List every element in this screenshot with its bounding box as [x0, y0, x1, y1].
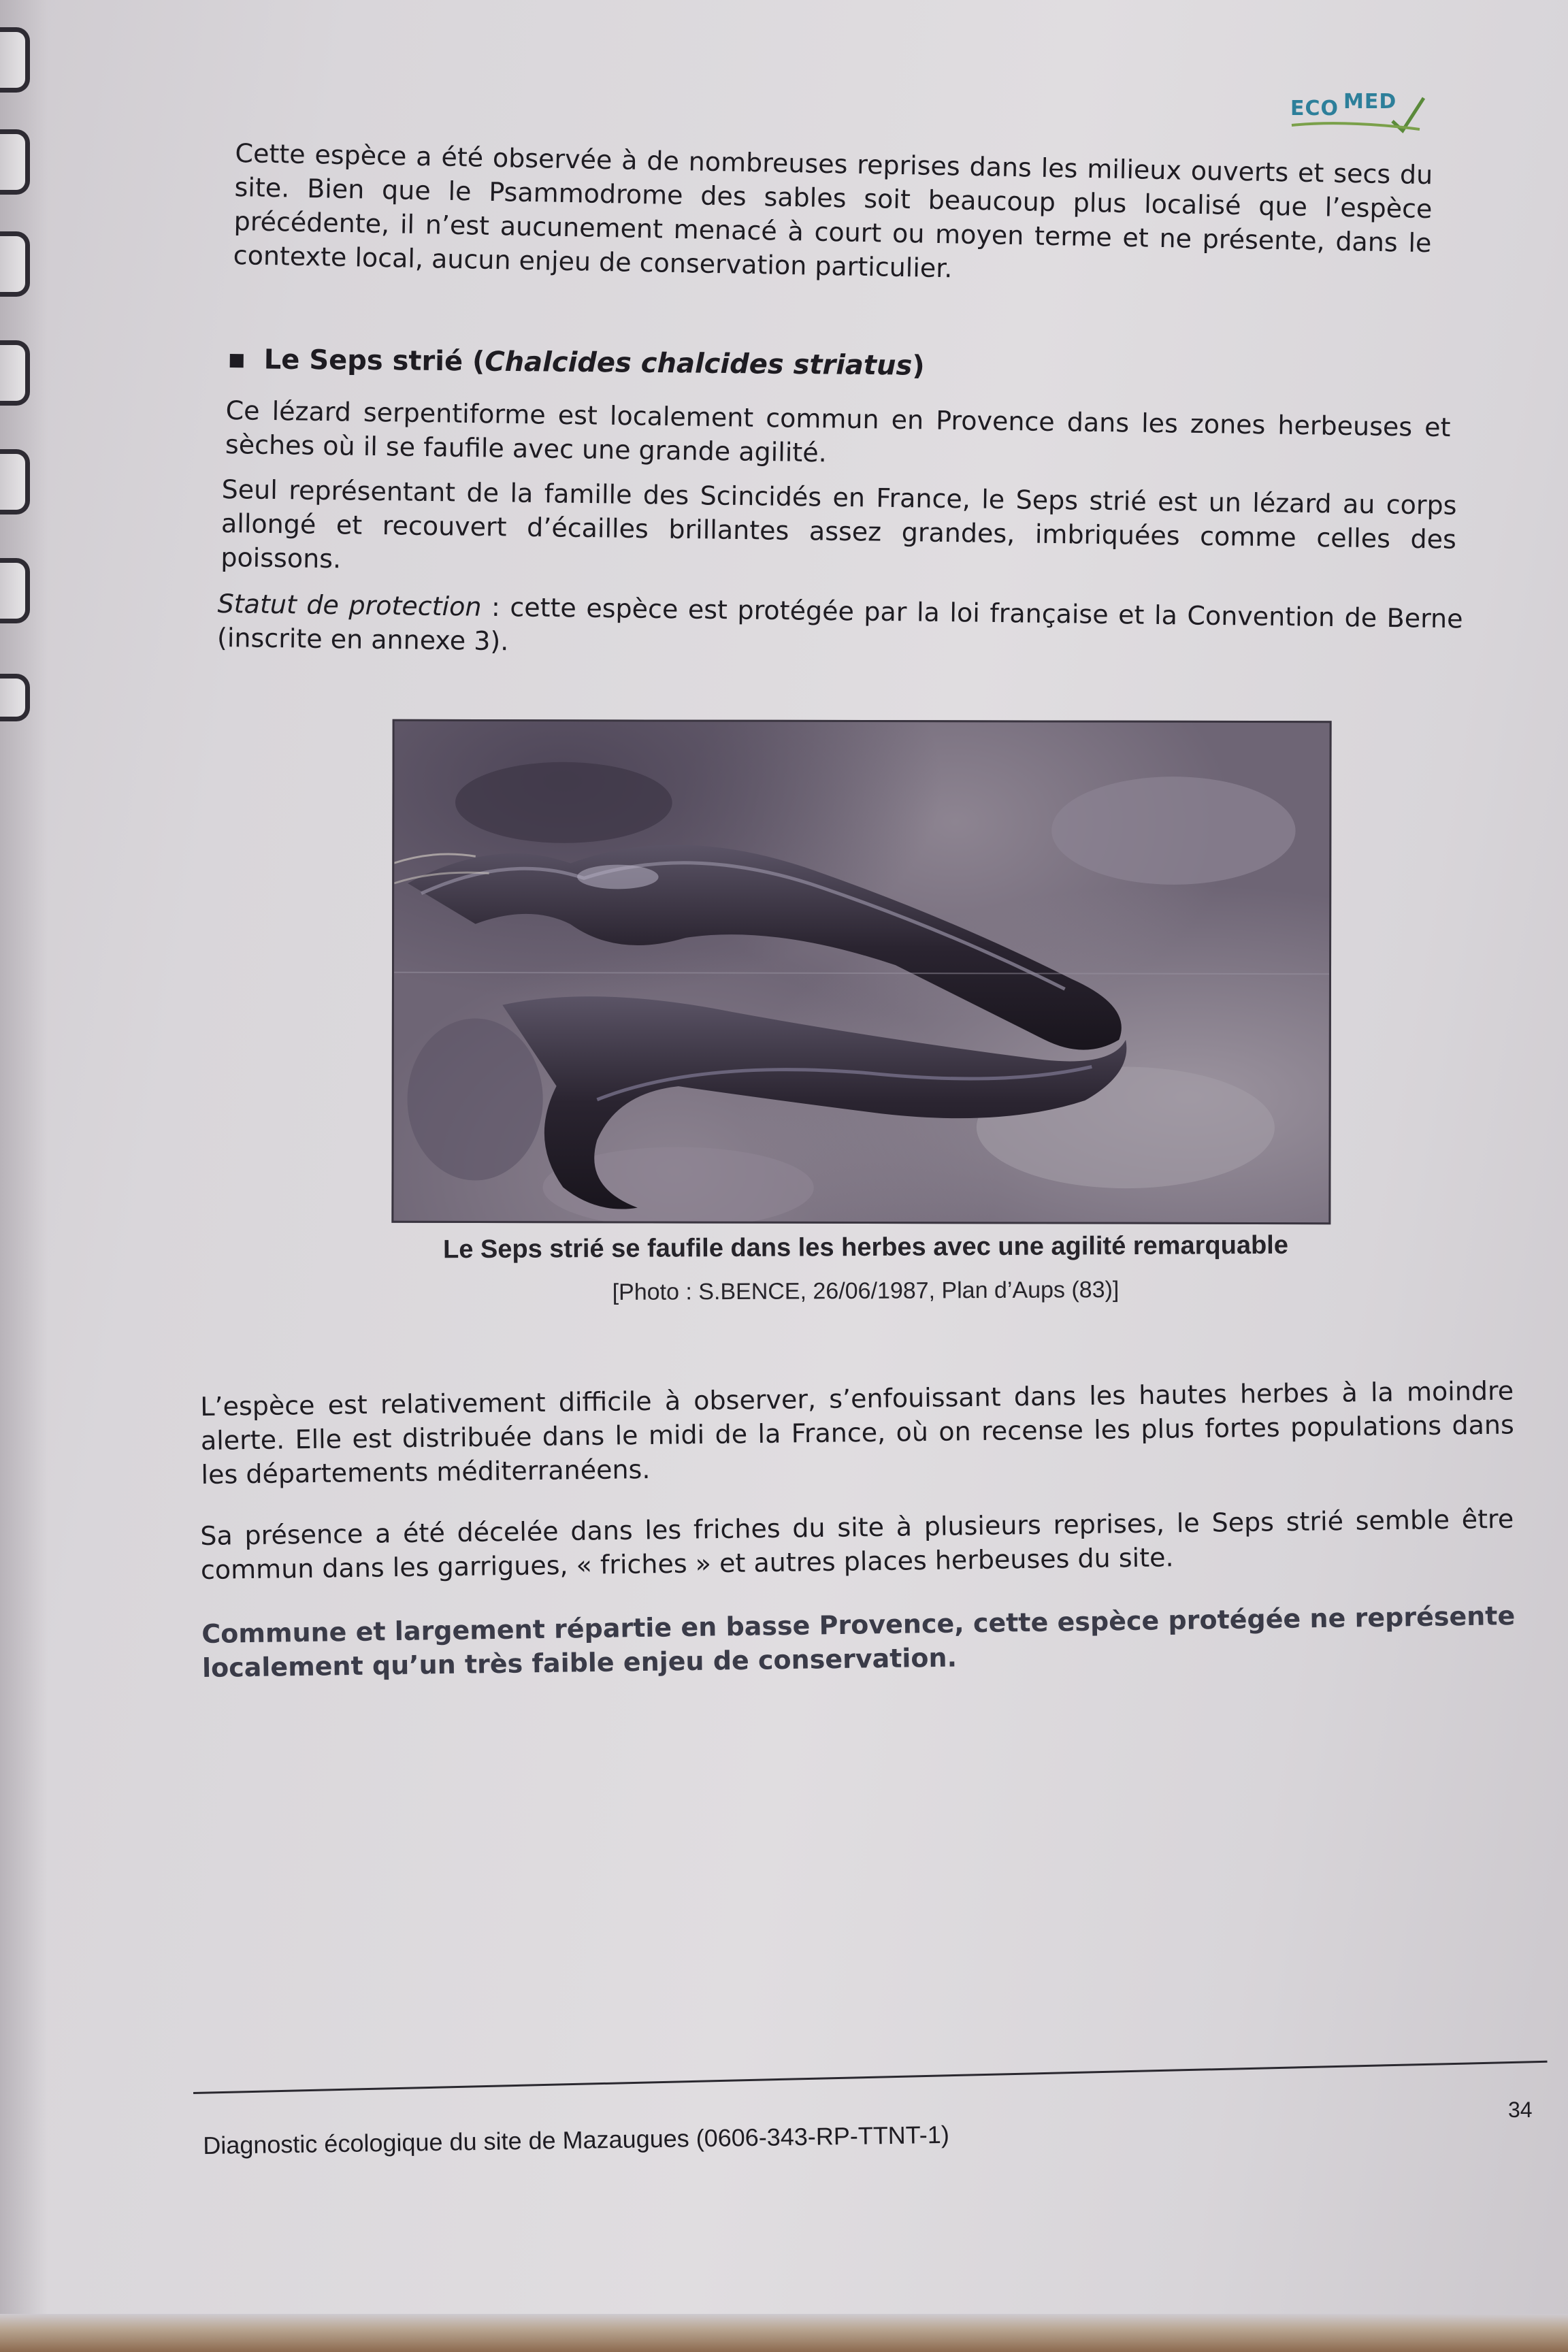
seps-strie-photo — [391, 719, 1331, 1224]
description-paragraph-4: L’espèce est relativement difficile à observer, s’enfouissant dans les hautes herbes à la moindre alerte. Elle est distribuée dans le midi de la France, où on recense les plus fortes populations dans les départements méditerranéens. — [200, 1375, 1515, 1490]
lizard-illustration — [393, 721, 1329, 1222]
logo-eco-text: ECO — [1290, 97, 1339, 120]
intro-paragraph: Cette espèce a été observée à de nombreuses reprises dans les milieux ouverts et secs du site. Bien que le Psammodrome des sables soit beaucoup plus localisé que l’espèce précédente, il n’est aucunement menacé à court ou moyen terme et ne présente, dans le contexte local, aucun enjeu de conservation particulier. — [233, 137, 1433, 284]
logo-med-text: MED — [1343, 90, 1397, 114]
description-paragraph-5: Sa présence a été décelée dans les friches du site à plusieurs reprises, le Seps strié semble être commun dans les garrigues, « friches » et autres places herbeuses du site. — [200, 1503, 1514, 1585]
binder-ring — [0, 27, 30, 93]
page-number: 34 — [1508, 2097, 1533, 2122]
ecomed-logo — [1290, 86, 1433, 140]
heading-close-paren: ) — [912, 350, 925, 382]
protection-status-paragraph — [217, 587, 1463, 670]
description-paragraph-2: Seul représentant de la famille des Scincidés en France, le Seps strié est un lézard au corps allongé et recouvert d’écailles brillantes assez grandes, imbriquées comme celles des poissons. — [220, 474, 1457, 574]
logo-check-icon — [1290, 86, 1433, 140]
heading-common-name: Le Seps strié ( — [263, 344, 485, 378]
binder-ring — [0, 449, 30, 514]
figure-caption: Le Seps strié se faufile dans les herbes avec une agilité remarquable — [442, 1230, 1289, 1264]
binder-ring — [0, 558, 30, 623]
binder-ring — [0, 340, 30, 406]
bullet-square-icon — [230, 354, 244, 368]
section-heading — [230, 344, 925, 382]
binder-ring — [0, 674, 30, 721]
footer-rule — [193, 2061, 1548, 2094]
description-paragraph-1: Ce lézard serpentiforme est localement commun en Provence dans les zones herbeuses et sèches où il se faufile avec une grande agilité. — [225, 395, 1451, 468]
binder-ring — [0, 231, 30, 297]
binder-ring — [0, 129, 30, 195]
protection-status-label: Statut de protection — [217, 588, 482, 622]
conclusion-paragraph: Commune et largement répartie en basse Provence, cette espèce protégée ne représente localement qu’un très faible enjeu de conservation. — [201, 1601, 1516, 1683]
photo-credit: [Photo : S.BENCE, 26/06/1987, Plan d’Aups (83)] — [612, 1277, 1120, 1305]
footer-title: Diagnostic écologique du site de Mazaugues (0606-343-RP-TTNT-1) — [203, 2120, 950, 2159]
protection-status-text: : cette espèce est protégée par la loi française et la Convention de Berne (inscrite en annexe 3). — [216, 591, 1463, 657]
heading-latin-name: Chalcides chalcides striatus — [485, 346, 913, 382]
desk-surface — [0, 2314, 1568, 2352]
